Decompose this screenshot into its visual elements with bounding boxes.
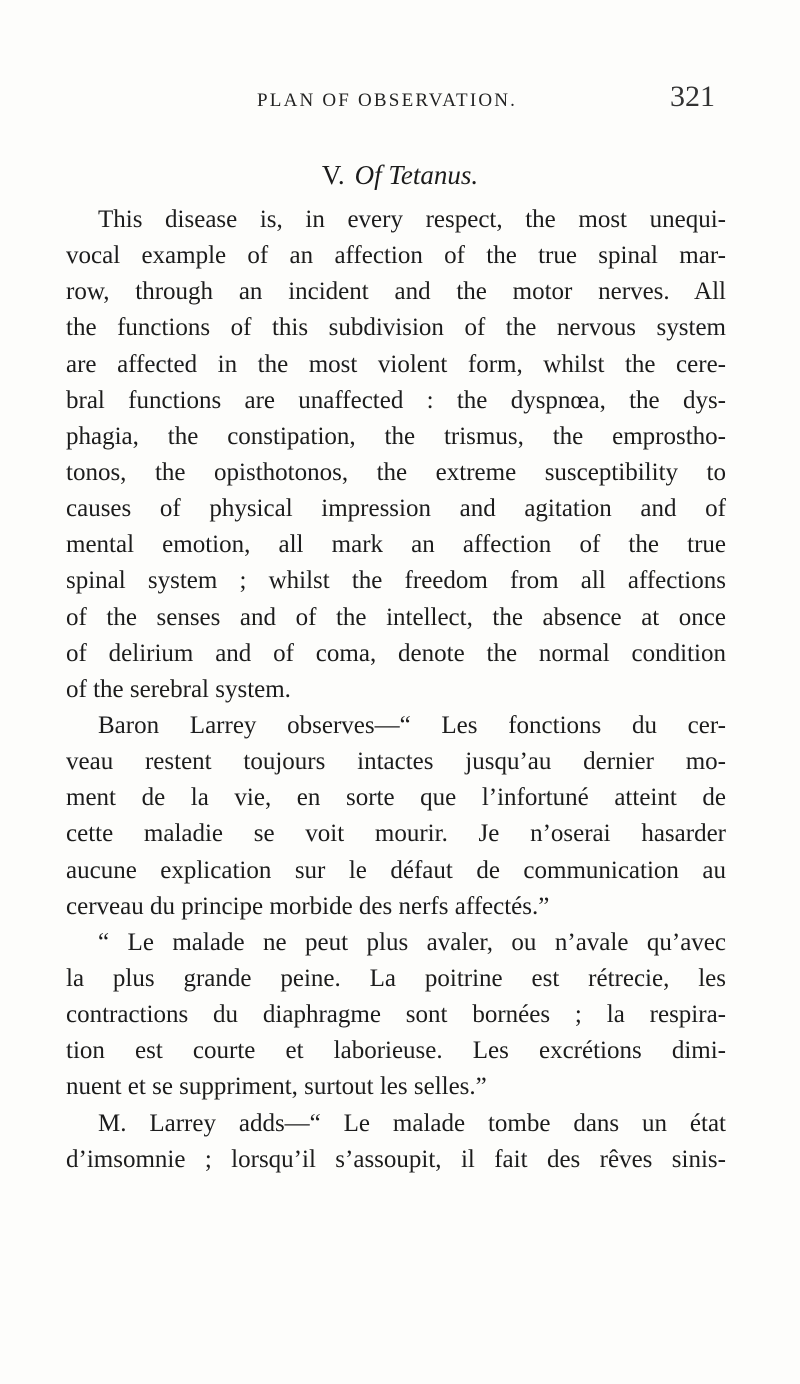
text-line: la plus grande peine. La poitrine est rétrecie, les — [66, 964, 726, 992]
text-line: aucune explication sur le défaut de communication au — [66, 856, 726, 884]
text-line: This disease is, in every respect, the most unequi- — [98, 206, 726, 233]
text-line: “ Le malade ne peut plus avaler, ou n’avale qu’avec — [98, 928, 726, 956]
text-line: tonos, the opisthotonos, the extreme susceptibility to — [66, 458, 726, 486]
text-line: of the senses and of the intellect, the absence at once — [66, 603, 726, 631]
running-header — [0, 80, 800, 124]
text-line: phagia, the constipation, the trismus, the emprostho- — [66, 422, 726, 450]
text-line: contractions du diaphragme sont bornées ; la respira- — [66, 1001, 726, 1029]
text-line: Baron Larrey observes—“ Les fonctions du cer- — [98, 711, 726, 739]
text-line: cette maladie se voit mourir. Je n’oserai hasarder — [66, 820, 726, 848]
text-line: mental emotion, all mark an affection of the true — [66, 531, 726, 559]
text-line: causes of physical impression and agitation and of — [66, 495, 726, 523]
section-heading — [0, 160, 800, 191]
text-line: d’imsomnie ; lorsqu’il s’assoupit, il fait des rêves sinis- — [66, 1145, 726, 1173]
page-number: 321 — [670, 80, 715, 113]
text-line: of delirium and of coma, denote the normal condition — [66, 639, 726, 667]
text-line: ment de la vie, en sorte que l’infortuné atteint de — [66, 784, 726, 812]
text-line: spinal system ; whilst the freedom from all affections — [66, 567, 726, 595]
text-line: of the serebral system. — [66, 675, 291, 703]
text-line: cerveau du principe morbide des nerfs affectés.” — [66, 892, 550, 920]
text-line: M. Larrey adds—“ Le malade tombe dans un état — [98, 1109, 726, 1137]
text-line: row, through an incident and the motor nerves. All — [66, 278, 726, 306]
text-line: nuent et se suppriment, surtout les selles.” — [66, 1073, 487, 1101]
text-line: vocal example of an affection of the true spinal mar- — [66, 242, 726, 270]
running-title: PLAN OF OBSERVATION. — [257, 90, 518, 111]
text-line: are affected in the most violent form, whilst the cere- — [66, 350, 726, 378]
text-line: bral functions are unaffected : the dyspnœa, the dys- — [66, 386, 726, 414]
text-line: veau restent toujours intactes jusqu’au dernier mo- — [66, 748, 726, 776]
body-text — [66, 202, 726, 1178]
text-line: the functions of this subdivision of the nervous system — [66, 314, 726, 342]
text-line: tion est courte et laborieuse. Les excrétions dimi- — [66, 1037, 726, 1065]
section-title: Of Tetanus. — [354, 160, 479, 190]
section-numeral: V. — [321, 160, 345, 190]
